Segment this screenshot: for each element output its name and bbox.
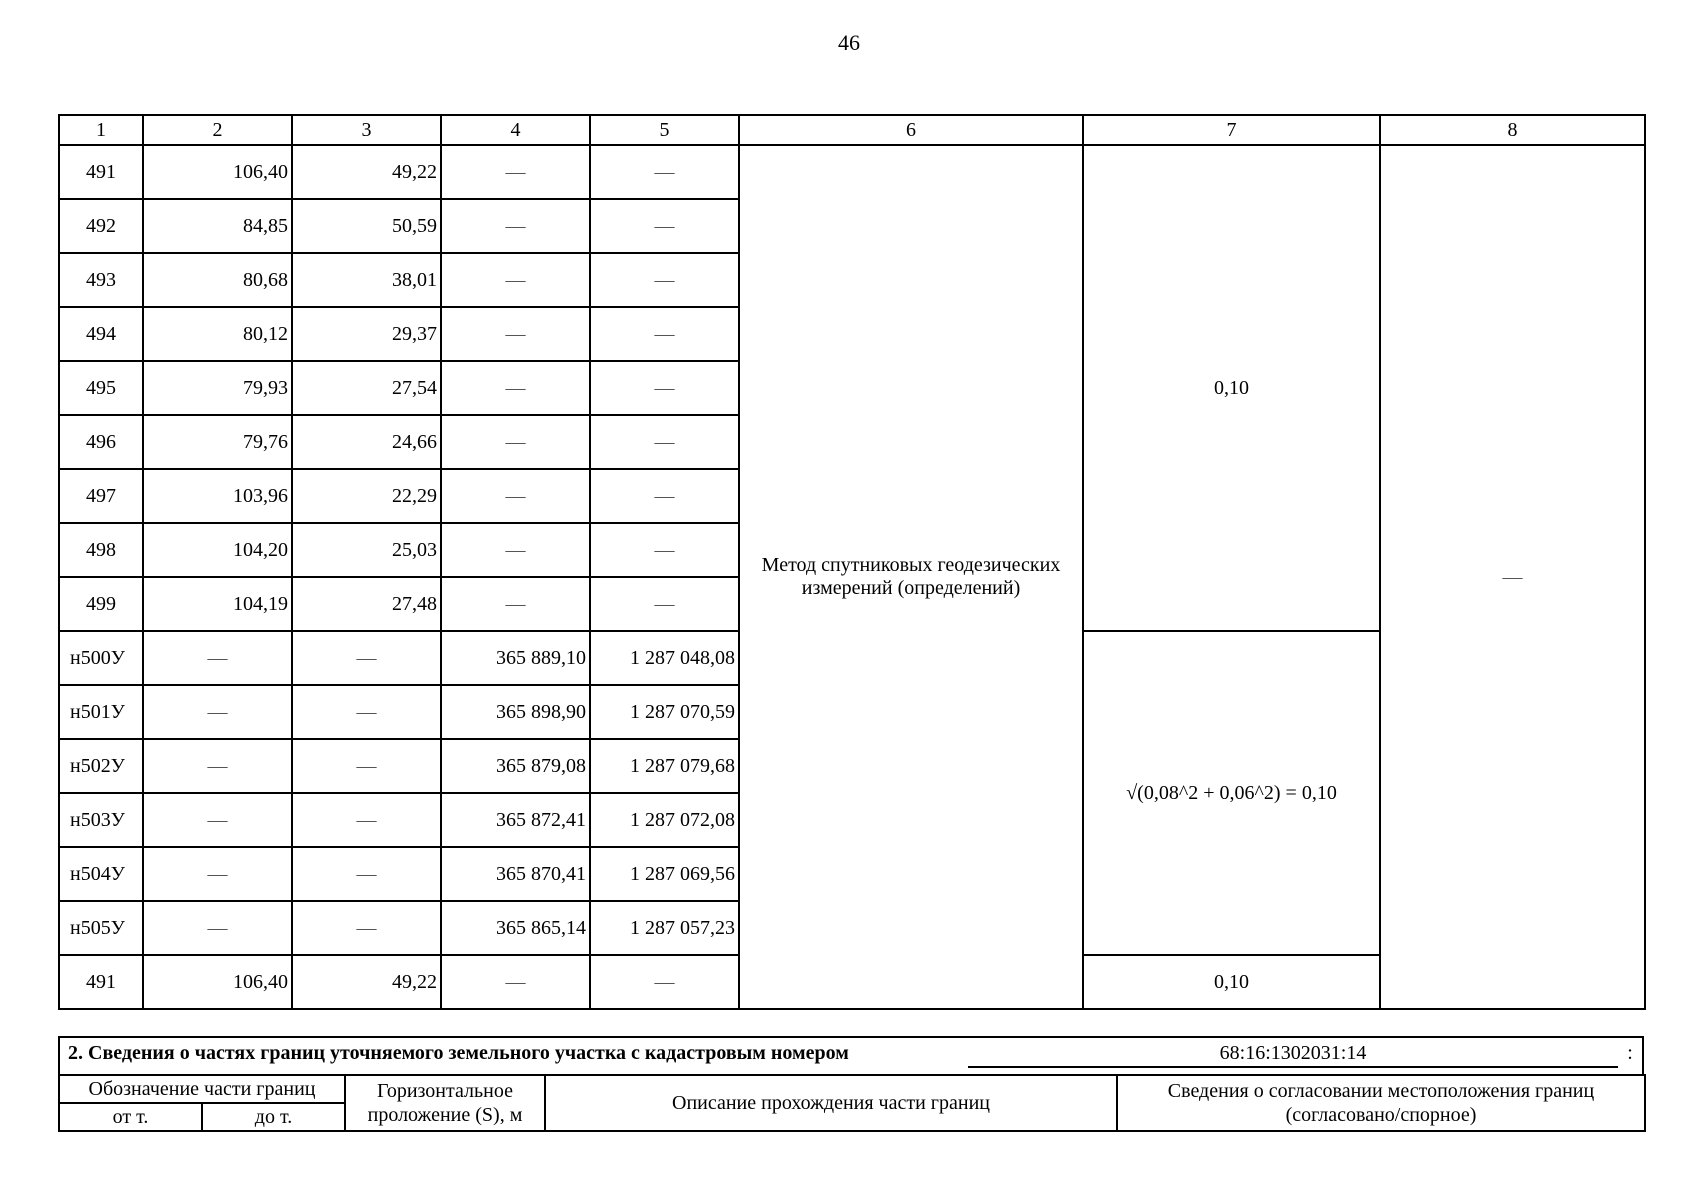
cell-col-3: 29,37 — [292, 307, 441, 361]
cell-col-1: 495 — [59, 361, 143, 415]
column-header-2: 2 — [143, 115, 292, 145]
cell-col-2: 104,19 — [143, 577, 292, 631]
coordinates-table — [58, 114, 1646, 1010]
cell-col-4: — — [441, 955, 590, 1009]
cell-col-3: 27,54 — [292, 361, 441, 415]
cell-col-5: 1 287 070,59 — [590, 685, 739, 739]
cell-col-3: 38,01 — [292, 253, 441, 307]
cell-col-4: — — [441, 307, 590, 361]
cell-col-1: 493 — [59, 253, 143, 307]
column-header-4: 4 — [441, 115, 590, 145]
column-header-3: 3 — [292, 115, 441, 145]
cell-col-4: — — [441, 145, 590, 199]
cell-col-2: — — [143, 739, 292, 793]
cell-col-1: 491 — [59, 145, 143, 199]
cell-col-4: 365 898,90 — [441, 685, 590, 739]
cell-col-5: — — [590, 415, 739, 469]
title-colon: : — [1627, 1042, 1633, 1064]
cell-col-5: — — [590, 523, 739, 577]
cell-col-4: — — [441, 469, 590, 523]
cell-col-2: 79,93 — [143, 361, 292, 415]
cell-col-1: н503У — [59, 793, 143, 847]
cell-col-2: — — [143, 847, 292, 901]
cell-col-5: 1 287 057,23 — [590, 901, 739, 955]
cell-col-3: — — [292, 631, 441, 685]
cell-col-5: — — [590, 253, 739, 307]
cell-col-1: н502У — [59, 739, 143, 793]
cell-col-2: 106,40 — [143, 145, 292, 199]
method-cell: Метод спутниковых геодезических измерений (определений) — [739, 145, 1083, 1009]
cell-col-4: 365 889,10 — [441, 631, 590, 685]
cell-col-2: 104,20 — [143, 523, 292, 577]
cell-col-5: 1 287 079,68 — [590, 739, 739, 793]
cell-col-5: — — [590, 199, 739, 253]
cell-col-2: 103,96 — [143, 469, 292, 523]
page-number: 46 — [838, 30, 860, 55]
cell-col-4: 365 872,41 — [441, 793, 590, 847]
cell-col-3: — — [292, 739, 441, 793]
cell-col-4: 365 865,14 — [441, 901, 590, 955]
cell-col-5: — — [590, 955, 739, 1009]
cell-col-5: 1 287 069,56 — [590, 847, 739, 901]
section-2 — [58, 1036, 1644, 1132]
cell-col-3: 50,59 — [292, 199, 441, 253]
cell-col-4: — — [441, 523, 590, 577]
cell-col-3: — — [292, 793, 441, 847]
cell-col-2: 106,40 — [143, 955, 292, 1009]
section-2-title-table — [58, 1036, 1644, 1076]
section-2-title: 2. Сведения о частях границ уточняемого земельного участка с кадастровым номером — [68, 1042, 849, 1064]
to-point-header: до т. — [202, 1103, 345, 1131]
cell-col-1: н501У — [59, 685, 143, 739]
cell-col-2: — — [143, 793, 292, 847]
accuracy-group-1: 0,10 — [1083, 145, 1380, 631]
accuracy-group-2: √(0,08^2 + 0,06^2) = 0,10 — [1083, 631, 1380, 955]
table-row — [59, 145, 1645, 199]
column-header-7: 7 — [1083, 115, 1380, 145]
cell-col-1: 492 — [59, 199, 143, 253]
cell-col-2: — — [143, 631, 292, 685]
cell-col-1: н500У — [59, 631, 143, 685]
cell-col-1: 494 — [59, 307, 143, 361]
cell-col-4: 365 870,41 — [441, 847, 590, 901]
cell-col-1: 497 — [59, 469, 143, 523]
cell-col-1: 498 — [59, 523, 143, 577]
column-header-1: 1 — [59, 115, 143, 145]
cell-col-4: — — [441, 199, 590, 253]
cell-col-3: — — [292, 685, 441, 739]
cell-col-4: — — [441, 577, 590, 631]
column-8-cell: — — [1380, 145, 1645, 1009]
cell-col-3: 49,22 — [292, 955, 441, 1009]
cell-col-1: 499 — [59, 577, 143, 631]
cell-col-5: 1 287 072,08 — [590, 793, 739, 847]
cell-col-5: — — [590, 469, 739, 523]
cell-col-3: 22,29 — [292, 469, 441, 523]
cell-col-3: 49,22 — [292, 145, 441, 199]
cell-col-2: 80,12 — [143, 307, 292, 361]
cell-col-2: 84,85 — [143, 199, 292, 253]
cell-col-2: 79,76 — [143, 415, 292, 469]
description-header: Описание прохождения части границ — [545, 1075, 1117, 1131]
cell-col-3: 27,48 — [292, 577, 441, 631]
cell-col-2: — — [143, 901, 292, 955]
cadastral-underline — [968, 1066, 1618, 1068]
cell-col-3: — — [292, 901, 441, 955]
cell-col-3: — — [292, 847, 441, 901]
cell-col-2: — — [143, 685, 292, 739]
agreement-header: Сведения о согласовании местоположения границ (согласовано/спорное) — [1117, 1075, 1645, 1131]
accuracy-group-3: 0,10 — [1083, 955, 1380, 1009]
cell-col-4: — — [441, 253, 590, 307]
cell-col-5: — — [590, 145, 739, 199]
cell-col-5: — — [590, 577, 739, 631]
cell-col-1: 496 — [59, 415, 143, 469]
cell-col-5: 1 287 048,08 — [590, 631, 739, 685]
part-designation-header: Обозначение части границ — [59, 1075, 345, 1103]
cell-col-4: — — [441, 361, 590, 415]
cell-col-1: н504У — [59, 847, 143, 901]
cell-col-3: 24,66 — [292, 415, 441, 469]
cell-col-4: — — [441, 415, 590, 469]
cell-col-4: 365 879,08 — [441, 739, 590, 793]
cadastral-number: 68:16:1302031:14 — [1219, 1042, 1367, 1064]
cell-col-2: 80,68 — [143, 253, 292, 307]
column-header-6: 6 — [739, 115, 1083, 145]
cell-col-3: 25,03 — [292, 523, 441, 577]
from-point-header: от т. — [59, 1103, 202, 1131]
column-header-8: 8 — [1380, 115, 1645, 145]
column-header-5: 5 — [590, 115, 739, 145]
horizontal-header: Горизонтальное проложение (S), м — [345, 1075, 545, 1131]
cell-col-1: н505У — [59, 901, 143, 955]
cell-col-5: — — [590, 361, 739, 415]
section-2-header-table — [58, 1074, 1646, 1132]
cell-col-5: — — [590, 307, 739, 361]
cell-col-1: 491 — [59, 955, 143, 1009]
